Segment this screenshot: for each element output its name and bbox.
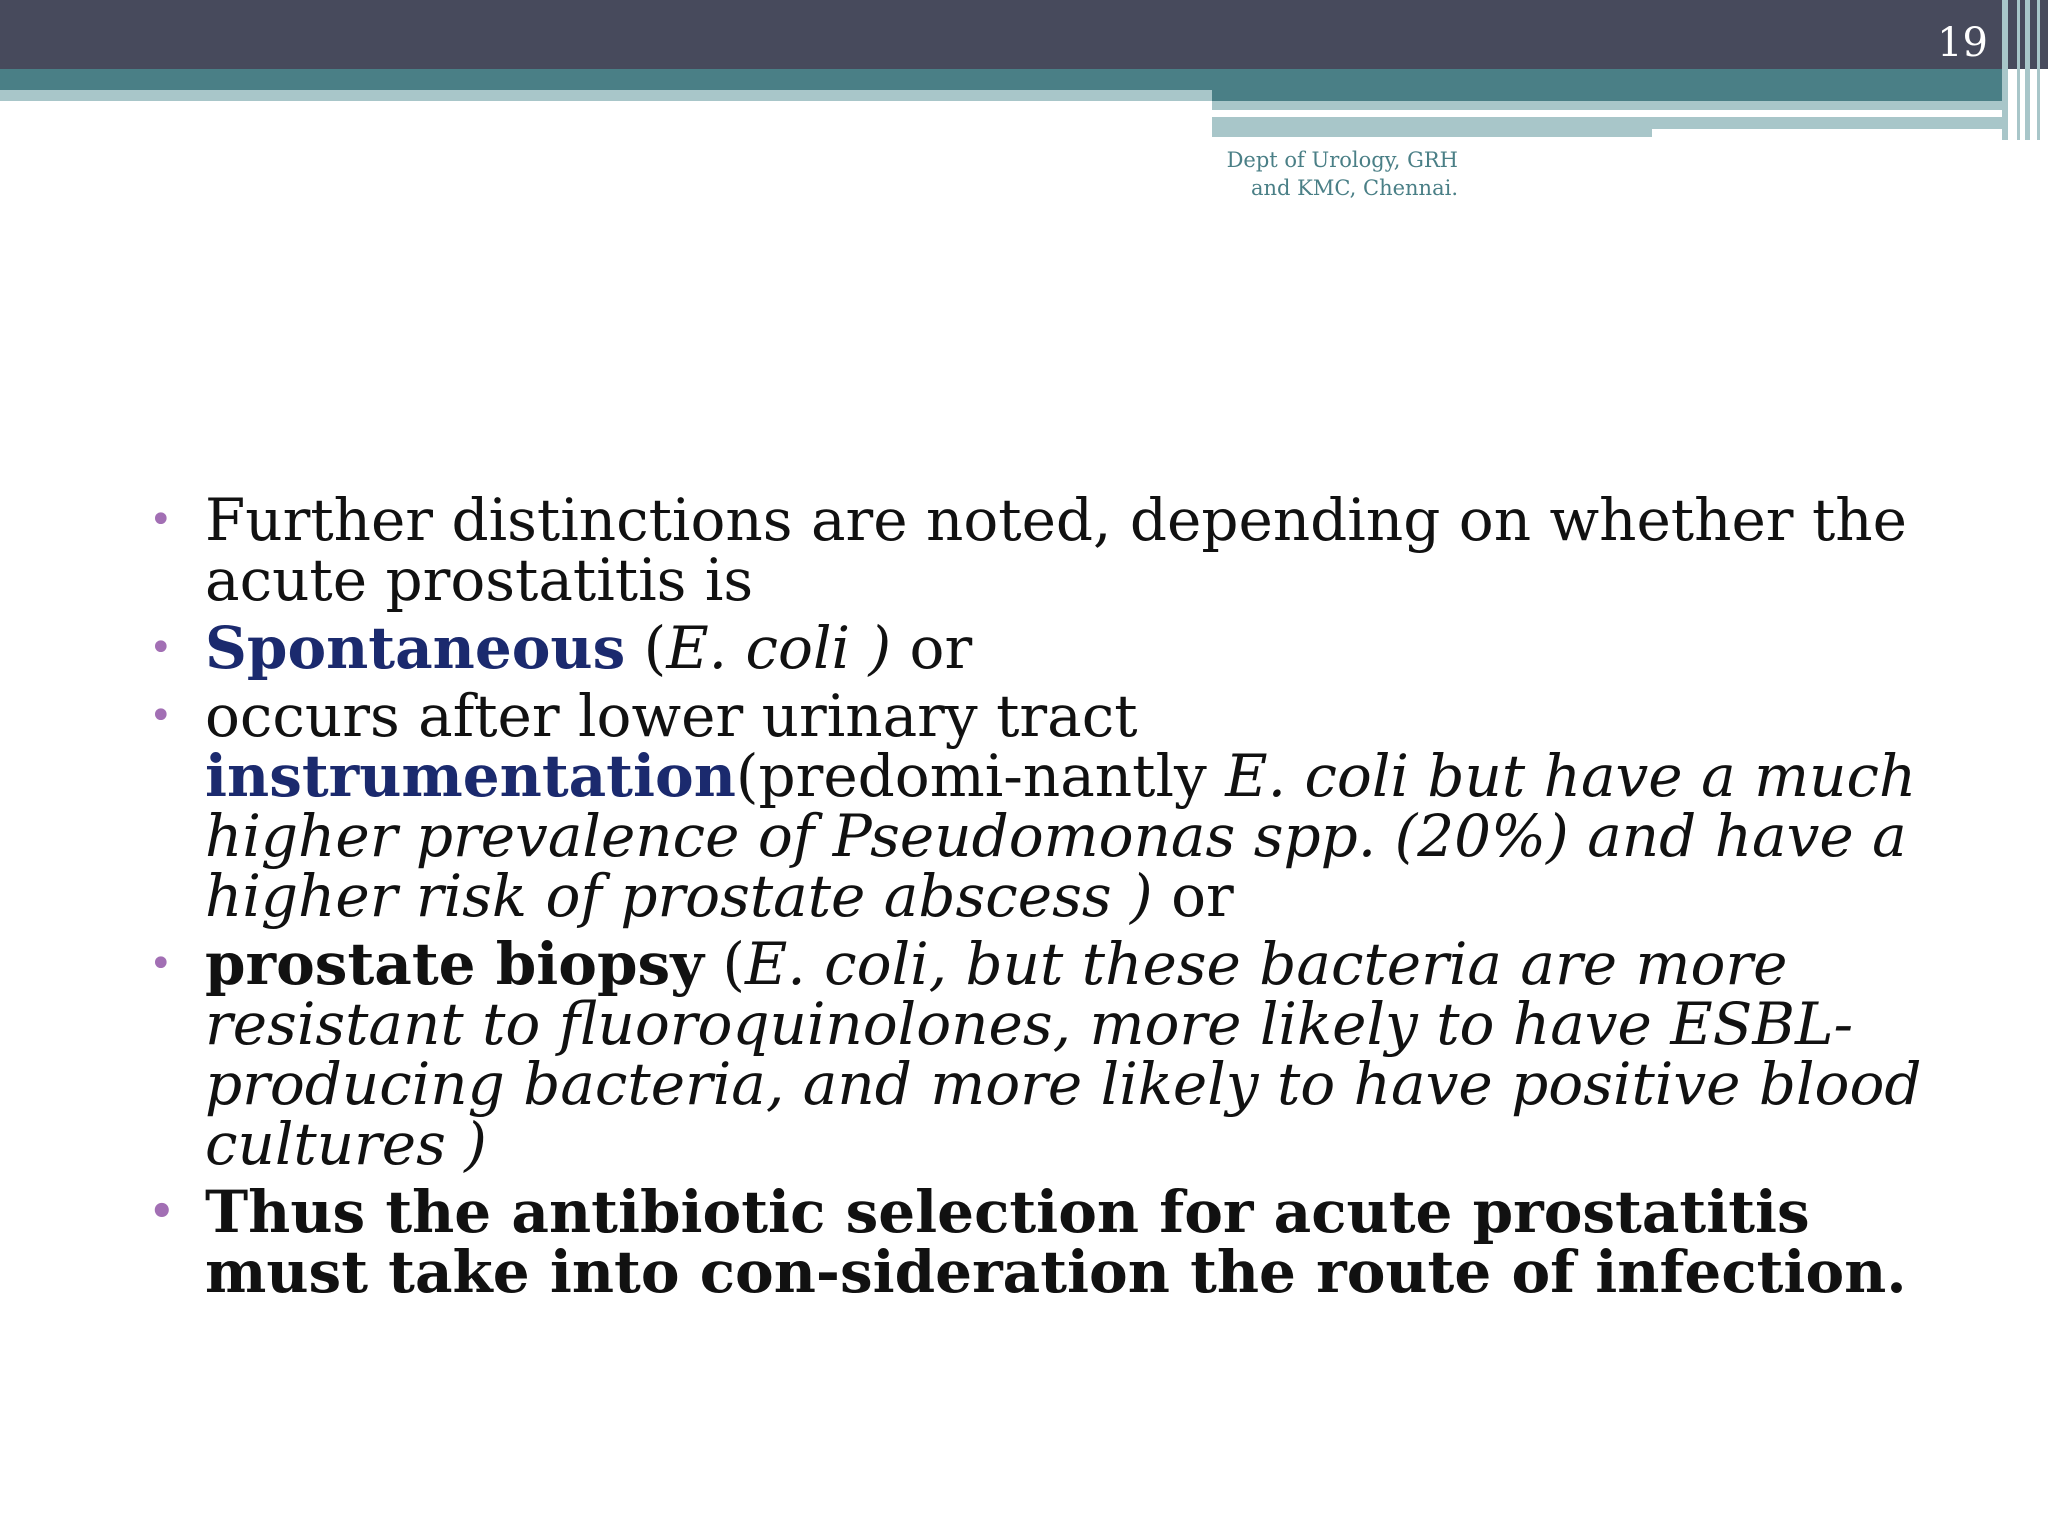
department-line-1: Dept of Urology, GRH [1226,148,1458,172]
bullet-lead: occurs after lower urinary tract [205,682,1138,750]
paren-open: (predomi-nantly [735,742,1226,810]
header-light-bar-right [1212,101,2007,110]
bullet-dot-icon: • [149,497,173,543]
header-white-line [1212,110,1896,117]
emphasis-term: instrumentation [205,742,736,810]
organism-note: E. coli but have a much higher prevalence of Pseudomonas spp. (20%) and have a higher risk of prostate abscess ) [205,742,1917,930]
bullet-tail: or [891,614,973,682]
bullet-tail: or [1152,862,1234,930]
header-teal-bar-right [1212,69,2007,101]
bullet-dot-icon: • [149,625,173,671]
organism-note: E. coli, but these bacteria are more resistant to fluoroquinolones, more likely to have ESBL-producing bacteria, and more likely to have positive blood cultures ) [205,930,1922,1178]
department-line-2: and KMC, Chennai. [1250,176,1458,200]
header-dark-bar [0,0,2048,69]
slide-content [145,486,1925,1310]
emphasis-term: prostate biopsy [205,930,704,998]
header-light-bar-right-lower [1212,117,2007,129]
header-light-bar-left [0,90,1212,101]
bullet-dot-icon: • [149,1188,175,1235]
organism-note: E. coli ) [666,614,892,682]
emphasis-term: Spontaneous [205,614,626,682]
page-number: 19 [1937,20,1988,66]
right-edge-stripes [2000,0,2048,140]
paren-open: ( [625,614,667,682]
header-teal-bar-left [0,69,1212,90]
bullet-list [145,486,1925,1306]
bullet-dot-icon: • [149,941,173,987]
bullet-item-instrumentation [145,682,1925,930]
paren-open: ( [703,930,745,998]
bullet-dot-icon: • [149,693,173,739]
bullet-item-spontaneous [145,614,1925,682]
bullet-item-conclusion [145,1178,1925,1306]
header-light-bar-right-short [1212,129,1652,137]
bullet-item-distinctions [145,486,1925,614]
bullet-text: Thus the antibiotic selection for acute prostatitis must take into con-sideration the route of infection. [205,1178,1907,1306]
department-label [1200,146,1458,202]
bullet-text: Further distinctions are noted, depending on whether the acute prostatitis is [205,486,1907,614]
bullet-item-biopsy [145,930,1925,1178]
